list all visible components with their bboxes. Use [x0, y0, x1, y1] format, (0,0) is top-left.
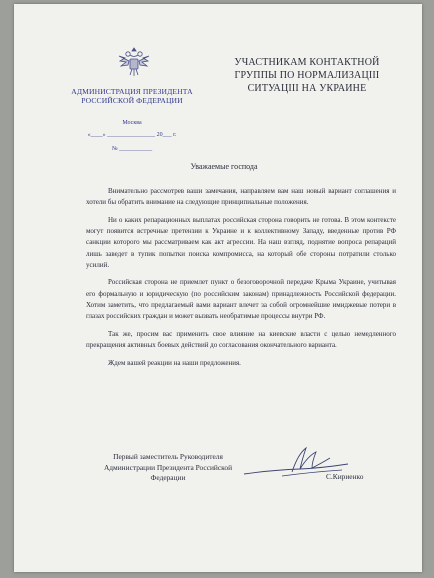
body-paragraph: Ни о каких репарационных выплатах российская сторона говорить не готова. В этом контексте могут появится встречные претензии к Украине и к коллективному Западу, введенные против РФ санкции которого мы рассматриваем как акт агрессии. На наш взгляд, поднятие вопроса репараций лишь заведет в тупик попытки поиска компромисса, на который обе стороны потратили столько усилий. — [86, 215, 396, 269]
letter-body — [86, 186, 396, 375]
document-number-field: № ___________ — [111, 146, 153, 152]
body-paragraph: Российская сторона не приемлет пункт о безоговорочной передаче Крыма Украине, учитывая его формальную и юридическую (по российским законам) принадлежность Российской федерации. Хотим заметить, что предлагаемый вами вариант влечет за собой огромнейшие имиджевые потери в глазах российских граждан и может вызвать необратимые процессы внутри РФ. — [86, 278, 396, 321]
recipient-block: УЧАСТНИКАМ КОНТАКТНОЙ ГРУППЫ ПО НОРМАЛИЗАЦIII СИТУАЦIII НА УКРАИНЕ — [234, 57, 380, 94]
double-headed-eagle-emblem-icon — [117, 44, 151, 80]
body-paragraph: Так же, просим вас применить свое влияние на киевские власти с целью немедленного прекращения активных боевых действий до согласования окончательного варианта. — [86, 329, 396, 349]
issuer-name: АДМИНИСТРАЦИЯ ПРЕЗИДЕНТА РОССИЙСКОЙ ФЕДЕРАЦИИ — [71, 87, 193, 105]
signatory-name: С.Кириенко — [326, 472, 364, 481]
date-field: «____» ________________ 20___ г. — [87, 132, 177, 138]
body-paragraph: Ждем вашей реакции на наши предложения. — [108, 358, 241, 367]
issuer-city: Москва — [122, 120, 142, 126]
body-paragraph: Внимательно рассмотрев ваши замечания, направляем вам наш новый вариант соглашения и хотели бы обратить внимание на следующие принципиальные положения. — [86, 187, 396, 207]
letter-page — [14, 4, 422, 572]
greeting: Уважаемые господа — [190, 162, 258, 171]
signatory-title: Первый заместитель Руководителя Администрации Президента Российской Федерации — [103, 452, 233, 482]
